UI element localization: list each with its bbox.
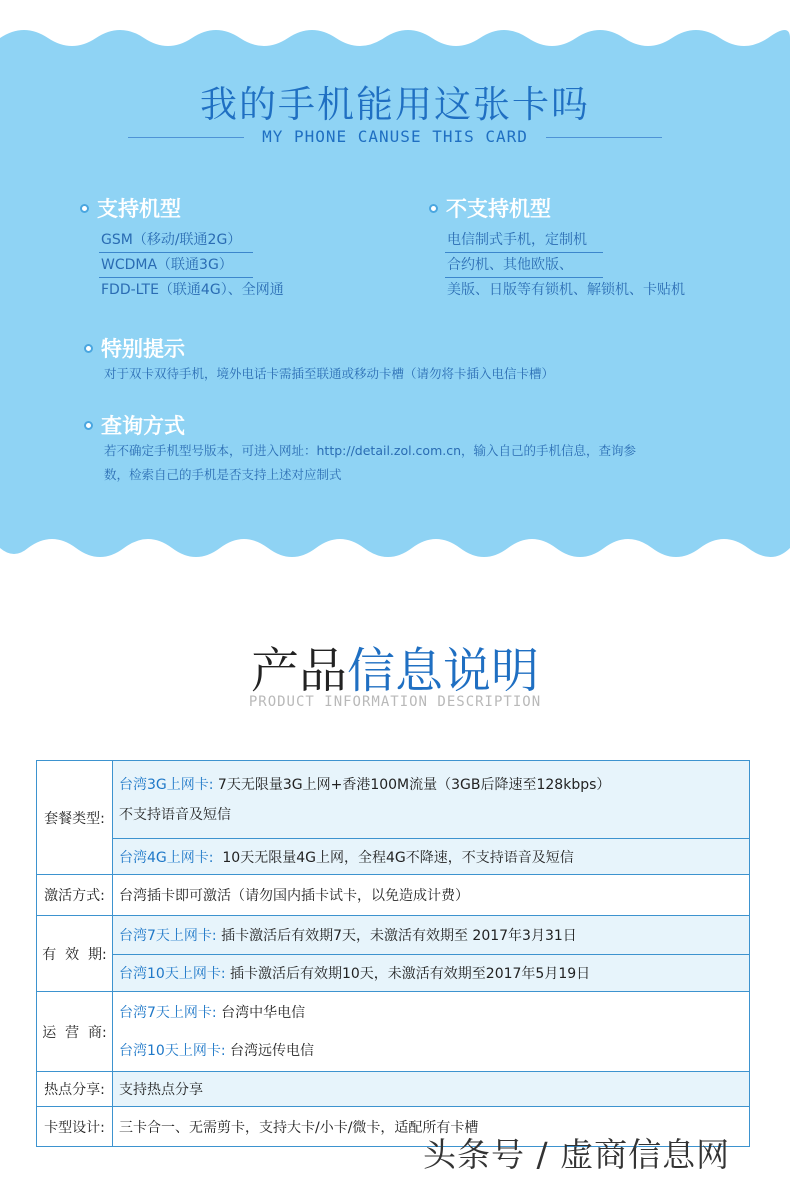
tip-heading [84, 333, 185, 363]
plan-text: 10天无限量4G上网，全程4G不降速，不支持语音及短信 [213, 849, 574, 866]
plan-name: 台湾7天上网卡: [119, 1004, 217, 1021]
unsupported-item: 合约机、其他欧版、 [445, 253, 603, 278]
bullet-icon [429, 204, 438, 213]
unsupported-title: 不支持机型 [446, 197, 551, 221]
table-cell [113, 839, 750, 875]
supported-heading [80, 193, 181, 223]
plan-name: 台湾10天上网卡: [119, 1042, 226, 1059]
product-title-part-a: 产品 [250, 643, 347, 699]
unsupported-item: 美版、日版等有锁机、解锁机、卡贴机 [447, 282, 685, 298]
watermark: 头条号 / 虚商信息网 [423, 1135, 731, 1174]
supported-item: FDD-LTE（联通4G）、全网通 [101, 282, 284, 298]
page-title: 我的手机能用这张卡吗 [200, 83, 590, 126]
query-line: 数，检索自己的手机是否支持上述对应制式 [104, 467, 342, 482]
table-row [37, 1072, 750, 1107]
plan-text: 插卡激活后有效期7天，未激活有效期至 2017年3月31日 [216, 928, 577, 944]
bullet-icon [84, 344, 93, 353]
product-subtitle: PRODUCT INFORMATION DESCRIPTION [248, 694, 542, 710]
table-cell [113, 955, 750, 992]
product-info-table [36, 760, 750, 1147]
bullet-icon [84, 421, 93, 430]
row-label: 运 营 商: [37, 992, 113, 1072]
plan-name: 台湾3G上网卡: [119, 776, 214, 793]
row-label: 激活方式: [37, 875, 113, 916]
divider-right [546, 137, 662, 138]
bullet-icon [80, 204, 89, 213]
tip-title: 特别提示 [101, 337, 185, 361]
product-title [0, 632, 790, 701]
table-row [37, 875, 750, 916]
supported-list [99, 228, 284, 302]
plan-name: 台湾7天上网卡: [119, 928, 217, 944]
table-cell: 支持热点分享 [113, 1072, 750, 1107]
table-row [37, 916, 750, 955]
table-row [37, 761, 750, 839]
table-cell: 台湾插卡即可激活（请勿国内插卡试卡，以免造成计费） [113, 875, 750, 916]
table-cell [113, 992, 750, 1072]
table-cell: 三卡合一、无需剪卡，支持大卡/小卡/微卡，适配所有卡槽 [113, 1107, 750, 1147]
row-label: 卡型设计: [37, 1107, 113, 1147]
tip-text: 对于双卡双待手机，境外电话卡需插至联通或移动卡槽（请勿将卡插入电信卡槽） [104, 366, 555, 381]
subtitle-row [128, 127, 662, 149]
query-heading [84, 410, 185, 440]
supported-title: 支持机型 [97, 197, 181, 221]
table-cell [113, 916, 750, 955]
plan-text: 7天无限量3G上网+香港100M流量（3GB后降速至128kbps） [213, 776, 611, 793]
plan-name: 台湾4G上网卡: [119, 849, 214, 866]
table-cell [113, 761, 750, 839]
row-label: 热点分享: [37, 1072, 113, 1107]
query-line: 若不确定手机型号版本，可进入网址：http://detail.zol.com.cn，输入自己的手机信息，查询参 [104, 443, 637, 458]
supported-item: WCDMA（联通3G） [99, 253, 253, 278]
supported-item: GSM（移动/联通2G） [99, 228, 253, 253]
table-row [37, 992, 750, 1072]
plan-name: 台湾10天上网卡: [119, 966, 226, 982]
unsupported-item: 电信制式手机，定制机 [445, 228, 603, 253]
page-subtitle: MY PHONE CANUSE THIS CARD [262, 127, 528, 146]
row-label: 套餐类型: [37, 761, 113, 875]
product-title-part-b: 信息说明 [347, 643, 540, 699]
plan-text: 台湾远传电信 [225, 1042, 314, 1059]
unsupported-list [445, 228, 685, 302]
query-text [104, 439, 744, 487]
plan-text: 不支持语音及短信 [119, 806, 231, 823]
table-row [37, 839, 750, 875]
row-label: 有 效 期: [37, 916, 113, 992]
query-title: 查询方式 [101, 414, 185, 438]
plan-text: 台湾中华电信 [216, 1004, 306, 1021]
plan-text: 插卡激活后有效期10天，未激活有效期至2017年5月19日 [225, 966, 591, 982]
table-row [37, 955, 750, 992]
unsupported-heading [429, 193, 551, 223]
